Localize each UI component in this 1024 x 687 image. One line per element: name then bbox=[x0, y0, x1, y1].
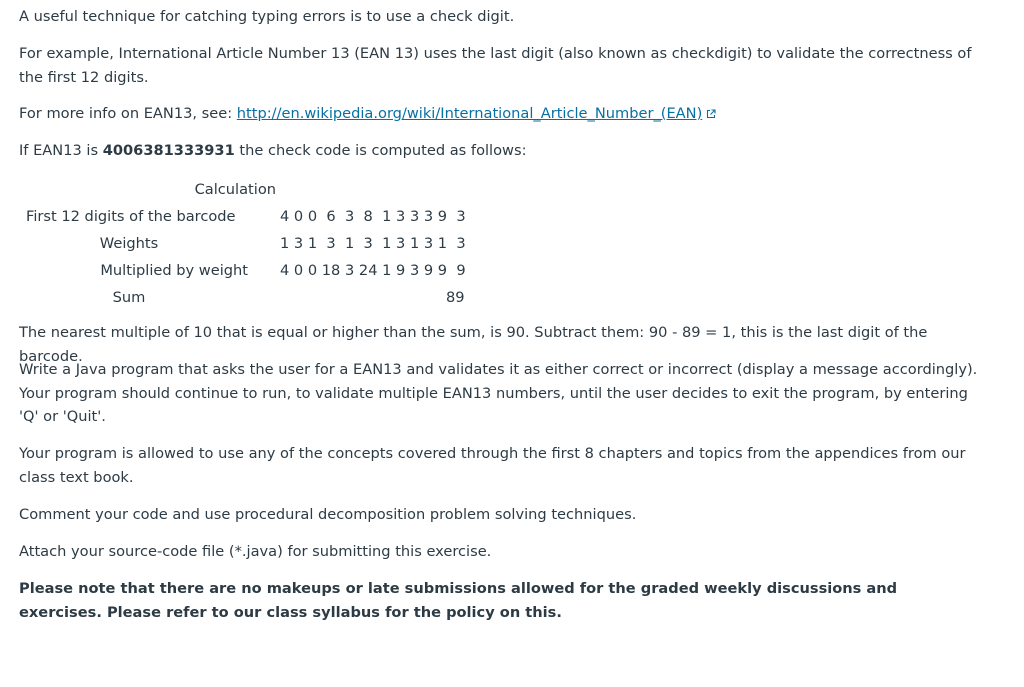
ean-number: 4006381333931 bbox=[102, 142, 235, 159]
calculation-header: Calculation bbox=[194, 181, 276, 198]
ean-suffix: the check code is computed as follows: bbox=[234, 142, 527, 159]
row-label-multiplied: Multiplied by weight bbox=[100, 262, 248, 279]
table-header-row bbox=[24, 176, 630, 203]
table-row bbox=[24, 230, 630, 257]
row-value-multiplied: 4 0 0 18 3 24 1 9 3 9 9 9 bbox=[280, 262, 466, 279]
more-info-prefix: For more info on EAN13, see: bbox=[19, 105, 237, 122]
row-value-sum: 89 bbox=[446, 289, 465, 306]
row-value-digits: 4 0 0 6 3 8 1 3 3 3 9 3 bbox=[280, 208, 466, 225]
wikipedia-link[interactable]: http://en.wikipedia.org/wiki/International_Article_Number_(EAN) bbox=[236, 105, 703, 122]
external-link-icon[interactable] bbox=[706, 109, 716, 119]
attach-paragraph: Attach your source-code file (*.java) for submitting this exercise. bbox=[19, 543, 492, 560]
table-row bbox=[24, 257, 630, 284]
allowed-paragraph: Your program is allowed to use any of the concepts covered through the first 8 chapters and topics from the appendices from our class text book. bbox=[19, 445, 966, 486]
ean-paragraph bbox=[19, 139, 527, 163]
row-label-weights: Weights bbox=[99, 235, 159, 252]
task-paragraph: Write a Java program that asks the user for a EAN13 and validates it as either correct or incorrect (display a message accordingly). Your program should continue to run, to validate multiple EAN13 numbers, until the user decides to exit the program, by entering 'Q' or 'Quit'. bbox=[19, 361, 978, 425]
comment-paragraph: Comment your code and use procedural decomposition problem solving techniques. bbox=[19, 506, 637, 523]
ean-prefix: If EAN13 is bbox=[19, 142, 103, 159]
intro-paragraph: A useful technique for catching typing errors is to use a check digit. bbox=[19, 8, 515, 25]
policy-note: Please note that there are no makeups or late submissions allowed for the graded weekly discussions and exercises. Please refer to our class syllabus for the policy on this. bbox=[19, 580, 898, 621]
nearest-paragraph: The nearest multiple of 10 that is equal or higher than the sum, is 90. Subtract them: 90 - 89 = 1, this is the last digit of the barcode. bbox=[19, 324, 928, 365]
table-row bbox=[24, 203, 630, 230]
row-value-weights: 1 3 1 3 1 3 1 3 1 3 1 3 bbox=[280, 235, 466, 252]
row-label-digits: First 12 digits of the barcode bbox=[26, 208, 236, 225]
more-info-paragraph bbox=[19, 102, 716, 126]
example-paragraph: For example, International Article Number 13 (EAN 13) uses the last digit (also known as checkdigit) to validate the correctness of the first 12 digits. bbox=[19, 45, 972, 86]
table-row bbox=[24, 284, 630, 311]
calculation-table bbox=[24, 176, 630, 311]
row-label-sum: Sum bbox=[112, 289, 146, 306]
